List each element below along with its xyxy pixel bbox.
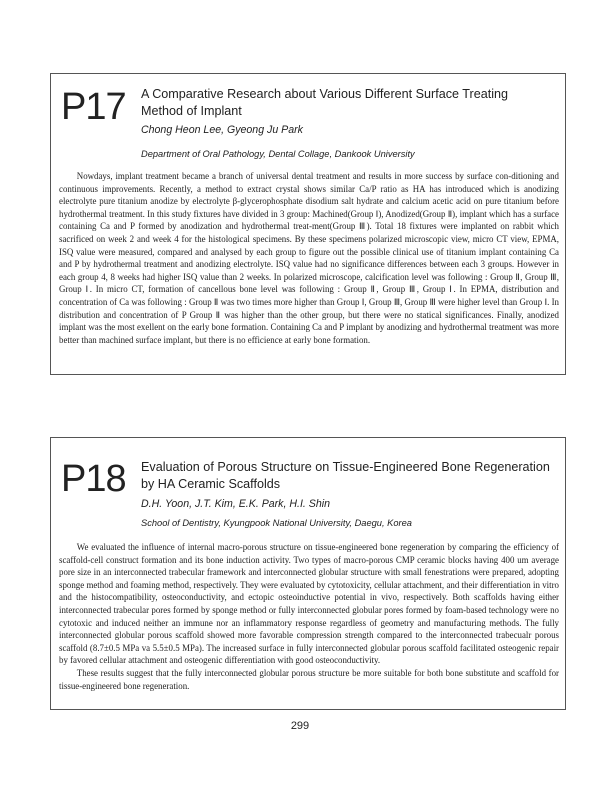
abstract-code: P17 <box>61 86 126 128</box>
abstract-title: Evaluation of Porous Structure on Tissue-Engineered Bone Regeneration by HA Ceramic Scaffolds <box>141 460 550 491</box>
abstract-code: P18 <box>61 458 126 500</box>
abstract-authors: D.H. Yoon, J.T. Kim, E.K. Park, H.I. Shin <box>141 498 330 510</box>
abstract-box-p17 <box>50 73 566 375</box>
abstract-authors: Chong Heon Lee, Gyeong Ju Park <box>141 124 303 136</box>
abstract-affiliation: School of Dentistry, Kyungpook National University, Daegu, Korea <box>141 518 412 528</box>
abstract-body <box>59 541 559 692</box>
abstract-paragraph: We evaluated the influence of internal macro-porous structure on tissue-engineered bone regeneration by comparing the efficiency of scaffold-cell construct formation and its bone induction activity. Two types of macro-porous CMP ceramic blocks having 400 um average pore size in an interconnected trabecular framework and interconnected globular structure with small fenestrations were prepared, adopting sponge method and foaming method, respectively. They were evaluated by cytotoxicity, cellular attachment, and their differentiation in vitro and the histocompatibility, osteoconductivity, and ectopic osteoinductive potential in vivo, respectively. Both scaffolds having either interconnected trabecular pores formed by sponge method or fully interconnected globular pores formed by foam-based technology were no cytotoxic and induced neither an immune nor an inflammatory response regardless of geometry and manufacturing methods. The fully interconnected globular porous scaffold showed more favorable compression strength compared to the interconnected trabecualr porous scaffold (8.7±0.5 MPa va 5.5±0.5 MPa). The increased surface in fully interconnected globular porous scaffold facilitated osteogenic repair by favored cellular attachment and osteogenic differentiation with good osteoconductivity. <box>59 542 559 666</box>
page-number: 299 <box>290 720 310 732</box>
abstract-box-p18 <box>50 437 566 710</box>
abstract-affiliation: Department of Oral Pathology, Dental Collage, Dankook University <box>141 149 415 159</box>
abstract-title: A Comparative Research about Various Different Surface Treating Method of Implant <box>141 87 509 118</box>
abstract-paragraph: Nowdays, implant treatment became a branch of universal dental treatment and results in more success by surface con-ditioning and continuous improvements. Recently, a method to extract crystal shows similar Ca/P ratio as HA has introduced which is anodizing electrolyte pure titanium anodize by electrolyte β-glycerophosphate disodium salt hydrate and calcium acetic acid on pure titanium before hydrothermal treatment. In this study fixtures have divided in 3 group: Machined(Group Ⅰ), Anodized(Group Ⅱ), implant which has a surface containing Ca and P formed by anodization and hydrothermal treat-ment(Group Ⅲ). Total 18 fixtures were implanted on rabbit which sacrificed on week 2 and week 4 for the histological specimens. By these specimens polarized microscopic view, micro CT view, EPMA, ISQ value were measured, compared and analysed by each group to figure out the possible clinical use of titanium implant containing Ca and P by hydrothermal treatment and anodizing electrolyte. ISQ value had no significance differences between each 3 groups. However in each group 4, 8 weeks had higher ISQ value than 2 weeks. In polarized microscope, calcification level was following : Group Ⅱ, Group Ⅲ, Group Ⅰ. In micro CT, formation of cancellous bone level was following : Group Ⅱ, Group Ⅲ, Group Ⅰ. In EPMA, distribution and concentration of Ca was following : Group Ⅱ was two times more higher than Group Ⅰ, Group Ⅲ, Group Ⅲ were higher level than Group Ⅰ. In distribution and concentration of P Group Ⅱ was higher than the other group, but there were no statical significances. Finally, anodized implant was the most exellent on the early bone formation. Containing Ca and P implant by anodizing and hydrothermal treatment was more better than machined surface implant, but there is no efficience at early bone formation. <box>59 171 559 345</box>
abstract-body <box>59 170 559 346</box>
abstract-paragraph: These results suggest that the fully interconnected globular porous structure be more suitable for both bone substitute and scaffold for tissue-engineered bone regeneration. <box>59 667 559 691</box>
